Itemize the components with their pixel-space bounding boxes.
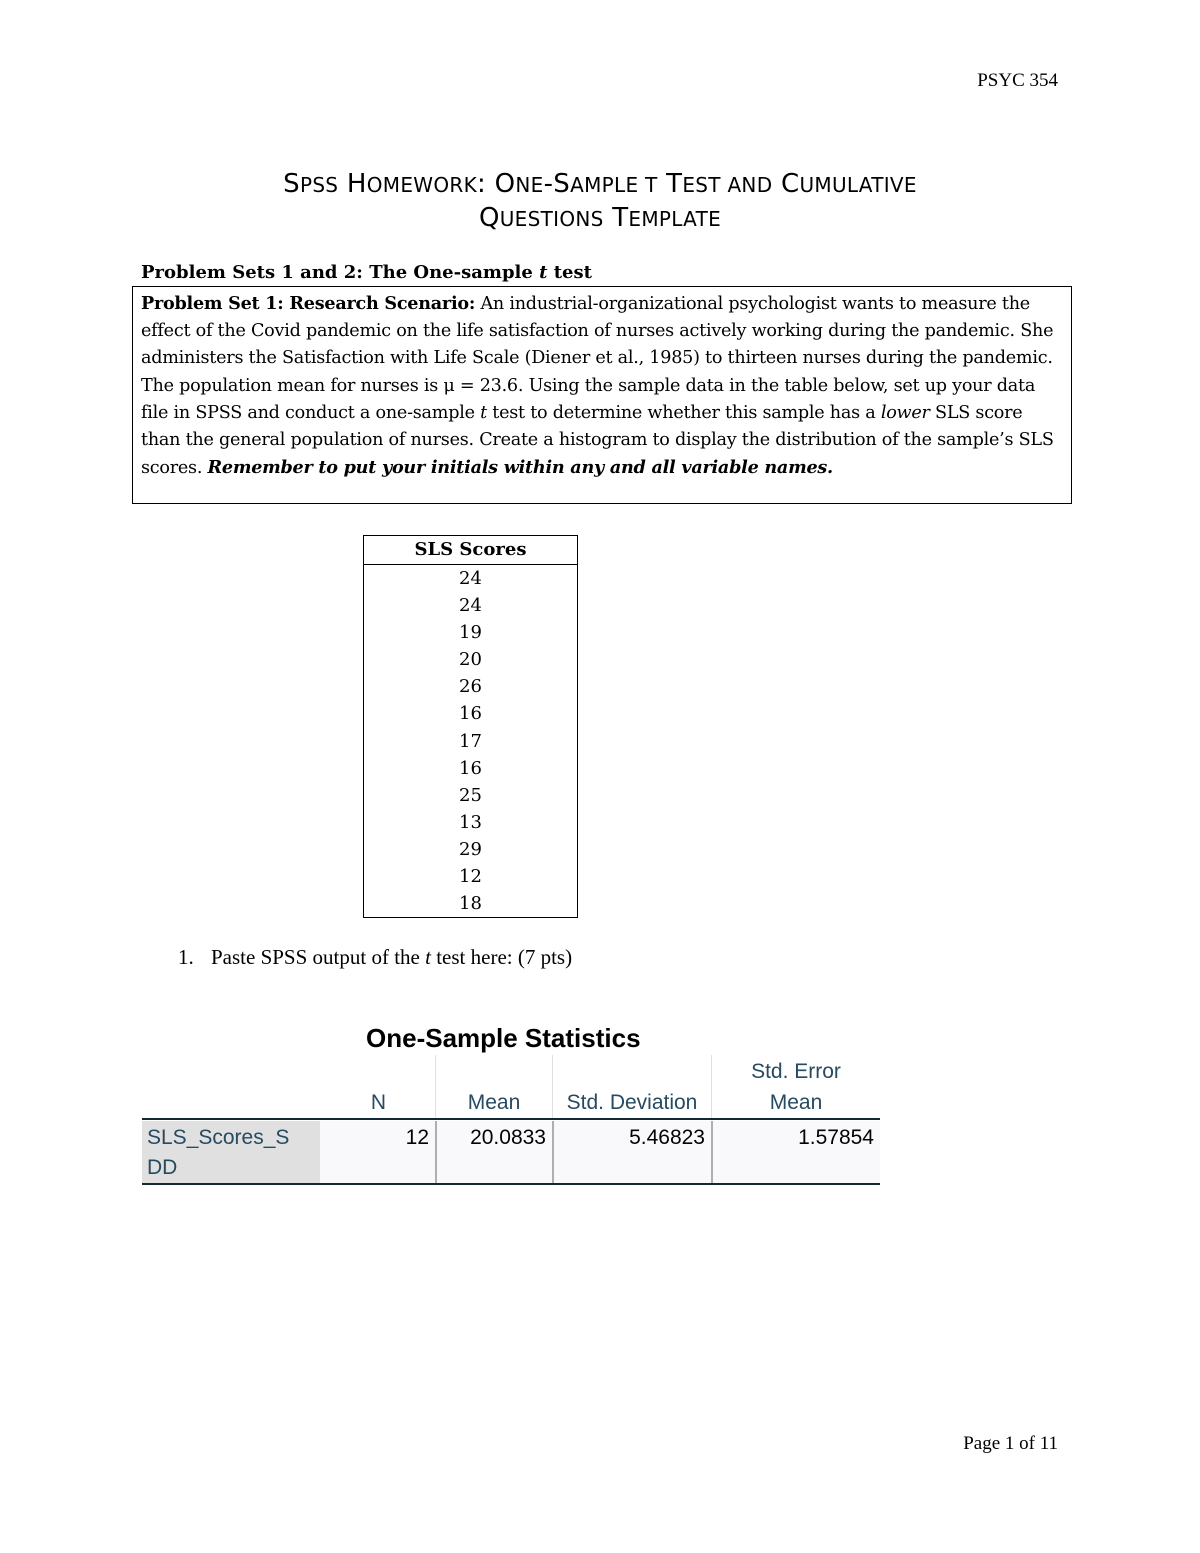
sls-score-cell: 29 [459, 838, 482, 860]
scenario-reminder: Remember to put your initials within any and all variable names. [207, 457, 833, 479]
sls-score-cell: 12 [459, 866, 482, 888]
title-line-1: SPSS HOMEWORK: ONE-SAMPLE T TEST AND CUMULATIVE [283, 169, 917, 199]
question-suffix: test here: (7 pts) [430, 945, 573, 969]
scenario-text-2: test to determine whether this sample has a [486, 402, 881, 423]
sls-score-cell: 17 [459, 730, 482, 752]
row-label-sls-scores [142, 1121, 320, 1183]
sls-score-cell: 26 [459, 676, 482, 698]
sls-score-cell: 24 [459, 595, 482, 617]
row-label-line-2: DD [147, 1156, 178, 1179]
section-heading-suffix: test [547, 262, 592, 283]
scenario-label: Problem Set 1: Research Scenario: [141, 293, 476, 314]
cell-std-deviation: 5.46823 [553, 1121, 711, 1183]
section-heading-text: Problem Sets 1 and 2: The One-sample [141, 262, 540, 283]
title-line-2: QUESTIONS TEMPLATE [478, 203, 722, 233]
sls-score-cell: 25 [459, 784, 482, 806]
sls-score-cell: 24 [459, 568, 482, 589]
column-divider [435, 1121, 437, 1183]
course-header: PSYC 354 [977, 70, 1058, 91]
sls-score-cell: 16 [459, 703, 482, 725]
cell-std-error: 1.57854 [712, 1121, 880, 1183]
spss-one-sample-statistics-table [142, 1055, 880, 1187]
scenario-text-3: SLS score than the general population of nurses. Create a histogram to display the distribution of the sample’s SLS scores. [141, 402, 1054, 479]
scenario-lower: lower [880, 402, 930, 423]
column-divider [552, 1055, 553, 1119]
sls-score-cell: 18 [459, 893, 482, 915]
section-heading-italic: t [539, 262, 548, 283]
question-1 [178, 945, 572, 970]
research-scenario-box [132, 286, 1072, 504]
sls-score-cell: 19 [459, 622, 482, 644]
bottom-rule [142, 1183, 880, 1185]
document-title [0, 168, 1200, 236]
sls-score-cell: 16 [459, 757, 482, 779]
scenario-t: t [480, 402, 487, 423]
sls-scores-table [363, 535, 578, 918]
spss-output-title: One-Sample Statistics [366, 1023, 641, 1053]
page-number: Page 1 of 11 [963, 1433, 1058, 1454]
row-label-line-1: SLS_Scores_S [147, 1126, 290, 1149]
column-header-std-deviation: Std. Deviation [566, 1091, 698, 1114]
column-header-mean: Mean [467, 1091, 521, 1114]
sls-score-cell: 13 [459, 811, 482, 833]
column-divider [552, 1121, 554, 1183]
question-number: 1. [178, 945, 194, 969]
question-text: Paste SPSS output of the [211, 945, 426, 969]
sls-table-header: SLS Scores [364, 536, 577, 565]
column-header-std-error-line-2: Mean [769, 1091, 823, 1114]
column-divider [711, 1055, 712, 1119]
column-header-n: N [370, 1091, 386, 1114]
header-rule [142, 1118, 880, 1120]
section-heading [141, 262, 592, 283]
cell-mean: 20.0833 [436, 1121, 552, 1183]
column-header-std-error-line-1: Std. Error [751, 1060, 841, 1083]
question-italic: t [425, 945, 431, 969]
column-divider [711, 1121, 713, 1183]
scenario-text-1: An industrial-organizational psychologist wants to measure the effect of the Covid pandemic on the life satisfaction of nurses actively working during the pandemic. She administers the Satisfaction with Life Scale (Diener et al., 1985) to thirteen nurses during the pandemic. The population mean for nurses is μ = 23.6. Using the sample data in the table below, set up your data file in SPSS and conduct a one-sample [141, 294, 1054, 423]
cell-n: 12 [320, 1121, 435, 1183]
column-divider [435, 1055, 436, 1119]
sls-score-cell: 20 [459, 649, 482, 671]
